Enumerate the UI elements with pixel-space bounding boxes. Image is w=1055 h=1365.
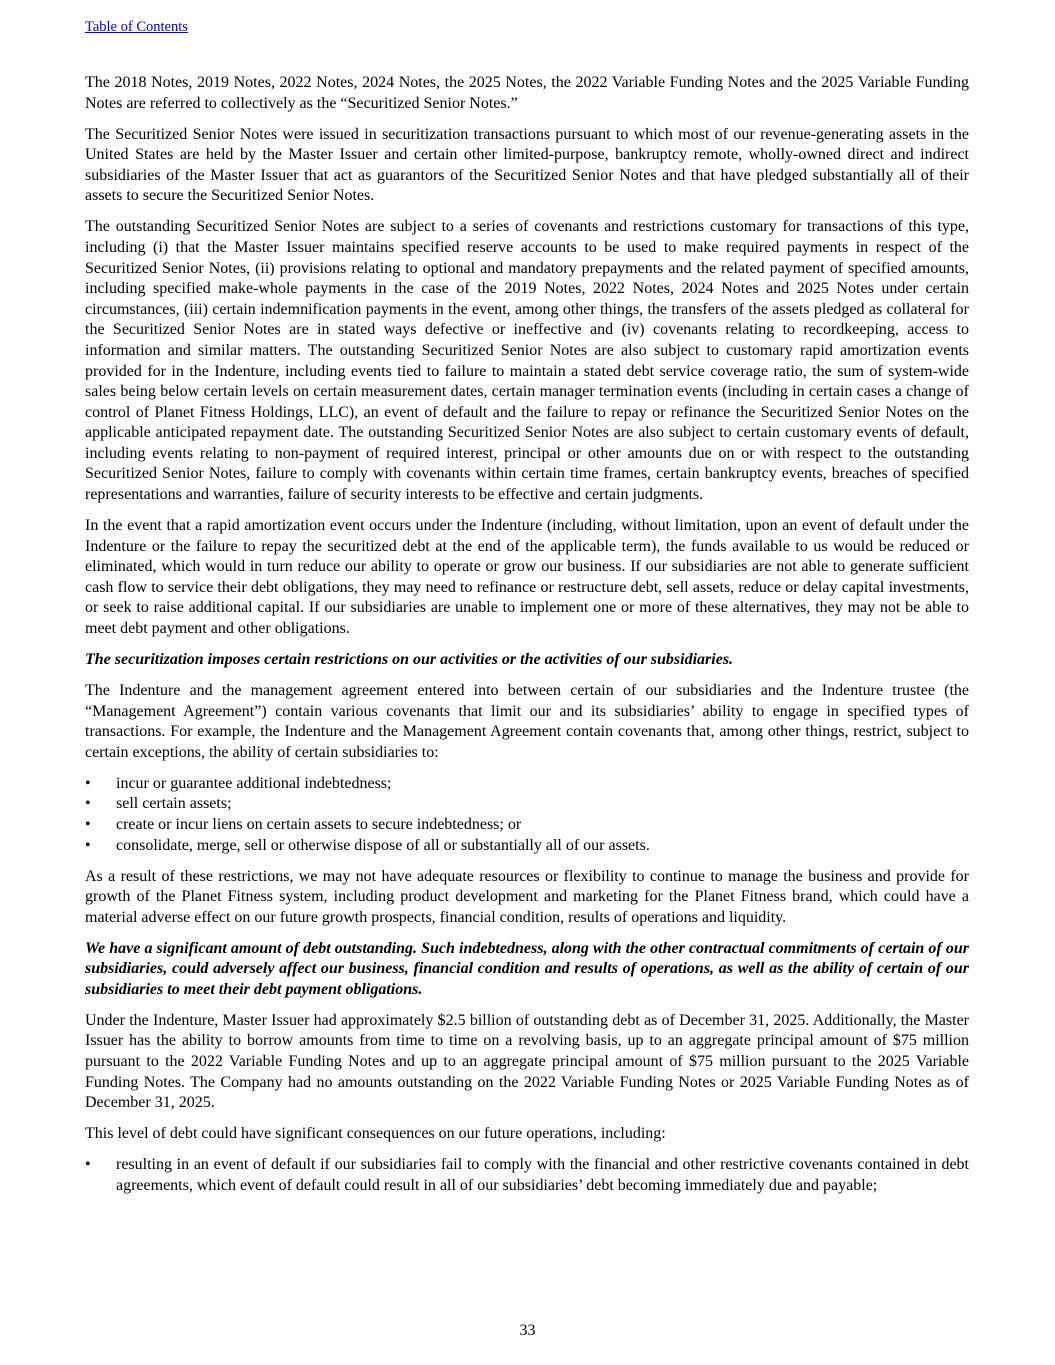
bullet-icon: • — [85, 1156, 91, 1174]
document-body — [85, 73, 969, 1207]
risk-heading-securitization-restrictions: The securitization imposes certain restrictions on our activities or the activities of our subsidiaries. — [85, 651, 734, 668]
paragraph-debt-consequences-intro: This level of debt could have significant consequences on our future operations, including: — [85, 1125, 666, 1143]
paragraph-outstanding-debt: Under the Indenture, Master Issuer had approximately $2.5 billion of outstanding debt as of December 31, 2025. Additionally, the Master Issuer has the ability to borrow amounts from time to time on a revolving basis, up to an aggregate principal amount of $75 million pursuant to the 2022 Variable Funding Notes and up to an aggregate principal amount of $75 million pursuant to the 2025 Variable Funding Notes. The Company had no amounts outstanding on the 2022 Variable Funding Notes or 2025 Variable Funding Notes as of December 31, 2025. — [85, 1011, 969, 1112]
paragraph-restriction-effects: As a result of these restrictions, we may not have adequate resources or flexibility to continue to manage the business and provide for growth of the Planet Fitness system, including product development and marketing for the Planet Fitness brand, which could have a material adverse effect on our future growth prospects, financial condition, results of operations and liquidity. — [85, 867, 969, 926]
list-item: • consolidate, merge, sell or otherwise dispose of all or substantially all of our assets. — [85, 836, 969, 857]
bullet-icon: • — [85, 774, 91, 792]
consequences-list — [85, 1155, 969, 1196]
list-item: • resulting in an event of default if our subsidiaries fail to comply with the financial and other restrictive covenants contained in debt agreements, which event of default could result in all of our subsidiaries’ debt becoming immediately due and payable; — [85, 1156, 969, 1194]
paragraph-management-agreement: The Indenture and the management agreement entered into between certain of our subsidiaries and the Indenture trustee (the “Management Agreement”) contain various covenants that limit our and its subsidiaries’ ability to engage in specified types of transactions. For example, the Indenture and the Management Agreement contain covenants that, among other things, restrict, subject to certain exceptions, the ability of certain subsidiaries to: — [85, 681, 969, 761]
list-item: • sell certain assets; — [85, 794, 969, 815]
list-item: • incur or guarantee additional indebtedness; — [85, 774, 969, 795]
table-of-contents-link[interactable]: Table of Contents — [85, 19, 188, 35]
bullet-icon: • — [85, 815, 91, 833]
paragraph-notes-definition: The 2018 Notes, 2019 Notes, 2022 Notes, 2024 Notes, the 2025 Notes, the 2022 Variable Funding Notes and the 2025 Variable Funding Notes are referred to collectively as the “Securitized Senior Notes.” — [85, 74, 969, 112]
bullet-icon: • — [85, 836, 91, 854]
page-number: 33 — [519, 1322, 536, 1339]
paragraph-securitization-transactions: The Securitized Senior Notes were issued in securitization transactions pursuant to which most of our revenue-generating assets in the United States are held by the Master Issuer and certain other limited-purpose, bankruptcy remote, wholly-owned direct and indirect subsidiaries of the Master Issuer that act as guarantors of the Securitized Senior Notes and that have pledged substantially all of their assets to secure the Securitized Senior Notes. — [85, 125, 969, 205]
bullet-icon: • — [85, 795, 91, 813]
risk-heading-significant-debt: We have a significant amount of debt outstanding. Such indebtedness, along with the other contractual commitments of certain of our subsidiaries, could adversely affect our business, financial condition and results of operations, as well as the ability of certain of our subsidiaries to meet their debt payment obligations. — [85, 939, 969, 998]
paragraph-rapid-amortization: In the event that a rapid amortization event occurs under the Indenture (including, without limitation, upon an event of default under the Indenture or the failure to repay the securitized debt at the end of the applicable term), the funds available to us would be reduced or eliminated, which would in turn reduce our ability to operate or grow our business. If our subsidiaries are not able to generate sufficient cash flow to service their debt obligations, they may need to refinance or restructure debt, sell assets, reduce or delay capital investments, or seek to raise additional capital. If our subsidiaries are unable to implement one or more of these alternatives, they may not be able to meet debt payment and other obligations. — [85, 517, 969, 638]
list-item: • create or incur liens on certain assets to secure indebtedness; or — [85, 815, 969, 836]
paragraph-covenants-restrictions: The outstanding Securitized Senior Notes are subject to a series of covenants and restrictions customary for transactions of this type, including (i) that the Master Issuer maintains specified reserve accounts to be used to make required payments in respect of the Securitized Senior Notes, (ii) provisions relating to optional and mandatory prepayments and the related payment of specified amounts, including specified make-whole payments in the case of the 2019 Notes, 2022 Notes, 2024 Notes and 2025 Notes under certain circumstances, (iii) certain indemnification payments in the event, among other things, the transfers of the assets pledged as collateral for the Securitized Senior Notes are in stated ways defective or ineffective and (iv) covenants relating to recordkeeping, access to information and similar matters. The outstanding Securitized Senior Notes are also subject to customary rapid amortization events provided for in the Indenture, including events tied to failure to maintain a stated debt service coverage ratio, the sum of system-wide sales being below certain levels on certain measurement dates, certain manager termination events (including in certain cases a change of control of Planet Fitness Holdings, LLC), an event of default and the failure to repay or refinance the Securitized Senior Notes on the applicable anticipated repayment date. The outstanding Securitized Senior Notes are also subject to certain customary events of default, including events relating to non-payment of required interest, principal or other amounts due on or with respect to the outstanding Securitized Senior Notes, failure to comply with covenants within certain time frames, certain bankruptcy events, breaches of specified representations and warranties, failure of security interests to be effective and certain judgments. — [85, 218, 969, 504]
restrictions-list — [85, 774, 969, 856]
